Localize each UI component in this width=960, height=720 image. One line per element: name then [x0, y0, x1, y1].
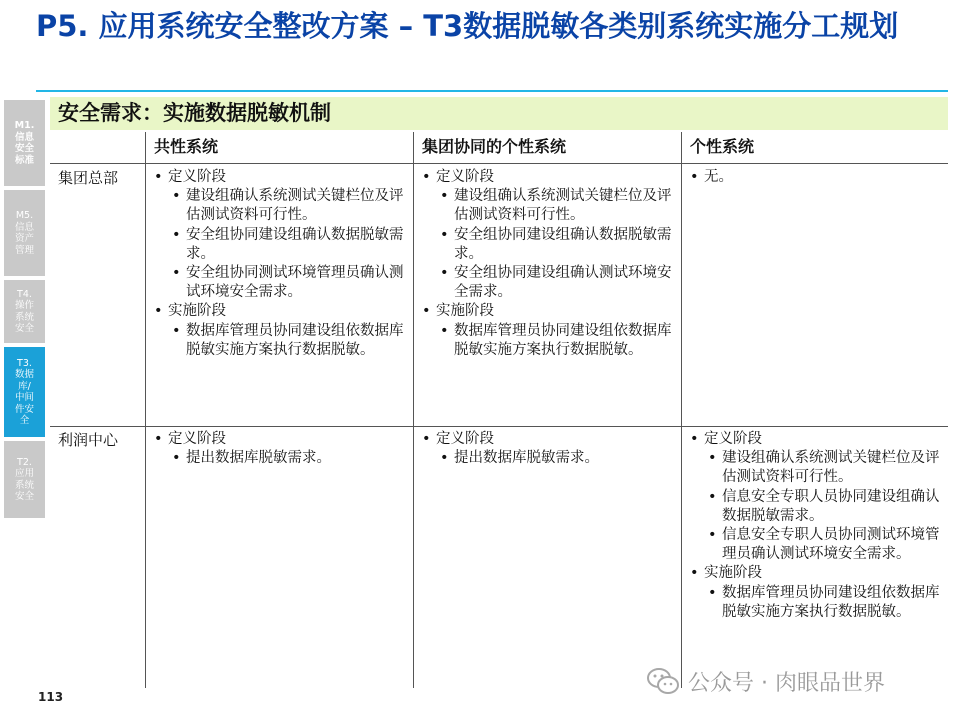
- cell-hq-common: [148, 168, 406, 360]
- wechat-icon: [646, 666, 680, 696]
- header-divider: [50, 163, 948, 164]
- row-divider: [50, 426, 948, 427]
- phase-item: • 定义阶段: [148, 430, 406, 449]
- bullet-list: [416, 430, 674, 468]
- title-divider: [36, 90, 948, 92]
- task-item: • 建设组确认系统测试关键栏位及评估测试资料可行性。: [416, 187, 674, 225]
- watermark-text: 公众号 · 肉眼品世界: [688, 670, 885, 696]
- column-header-common: 共性系统: [154, 137, 219, 156]
- sidebar-item-t3[interactable]: T3. 数据 库/ 中间 件安 全: [4, 347, 45, 437]
- row-label-headquarters: 集团总部: [58, 169, 119, 187]
- cell-profit-common: [148, 430, 406, 468]
- bullet-list: [684, 430, 942, 622]
- task-item: • 建设组确认系统测试关键栏位及评估测试资料可行性。: [148, 187, 406, 225]
- task-item: • 建设组确认系统测试关键栏位及评估测试资料可行性。: [684, 449, 942, 487]
- task-item: • 提出数据库脱敏需求。: [148, 449, 406, 468]
- cell-hq-group-collab: [416, 168, 674, 360]
- page-number: 113: [38, 690, 64, 704]
- cell-profit-individual: [684, 430, 942, 622]
- bullet-list: [684, 168, 942, 187]
- phase-item: • 定义阶段: [148, 168, 406, 187]
- phase-item: • 实施阶段: [416, 302, 674, 321]
- cell-hq-individual: [684, 168, 942, 187]
- cell-profit-group-collab: [416, 430, 674, 468]
- column-divider: [145, 132, 146, 688]
- row-label-profit-center: 利润中心: [58, 431, 119, 449]
- sidebar-item-t2[interactable]: T2. 应用 系统 安全: [4, 441, 45, 518]
- requirement-banner: 安全需求：实施数据脱敏机制: [50, 97, 948, 130]
- task-item: • 数据库管理员协同建设组依数据库脱敏实施方案执行数据脱敏。: [684, 584, 942, 622]
- sidebar-item-t4[interactable]: T4. 操作 系统 安全: [4, 280, 45, 343]
- bullet-list: [148, 430, 406, 468]
- task-item: • 数据库管理员协同建设组依数据库脱敏实施方案执行数据脱敏。: [416, 322, 674, 360]
- phase-item: • 定义阶段: [684, 430, 942, 449]
- task-item: • 信息安全专职人员协同测试环境管理员确认测试环境安全需求。: [684, 526, 942, 564]
- task-item: • 安全组协同建设组确认数据脱敏需求。: [416, 226, 674, 264]
- task-item: • 安全组协同建设组确认测试环境安全需求。: [416, 264, 674, 302]
- sidebar-item-m5[interactable]: M5. 信息 资产 管理: [4, 190, 45, 276]
- column-header-group-collab: 集团协同的个性系统: [422, 137, 567, 156]
- task-item: • 数据库管理员协同建设组依数据库脱敏实施方案执行数据脱敏。: [148, 322, 406, 360]
- phase-item: • 无。: [684, 168, 942, 187]
- task-item: • 安全组协同建设组确认数据脱敏需求。: [148, 226, 406, 264]
- task-item: • 信息安全专职人员协同建设组确认数据脱敏需求。: [684, 488, 942, 526]
- page-title: P5. 应用系统安全整改方案 – T3数据脱敏各类别系统实施分工规划: [36, 9, 899, 43]
- column-header-individual: 个性系统: [690, 137, 755, 156]
- phase-item: • 定义阶段: [416, 168, 674, 187]
- bullet-list: [148, 168, 406, 360]
- phase-item: • 实施阶段: [148, 302, 406, 321]
- bullet-list: [416, 168, 674, 360]
- phase-item: • 实施阶段: [684, 564, 942, 583]
- task-item: • 安全组协同测试环境管理员确认测试环境安全需求。: [148, 264, 406, 302]
- column-divider: [681, 132, 682, 688]
- watermark: [646, 664, 885, 698]
- phase-item: • 定义阶段: [416, 430, 674, 449]
- sidebar-item-m1[interactable]: M1. 信息 安全 标准: [4, 100, 45, 186]
- task-item: • 提出数据库脱敏需求。: [416, 449, 674, 468]
- column-divider: [413, 132, 414, 688]
